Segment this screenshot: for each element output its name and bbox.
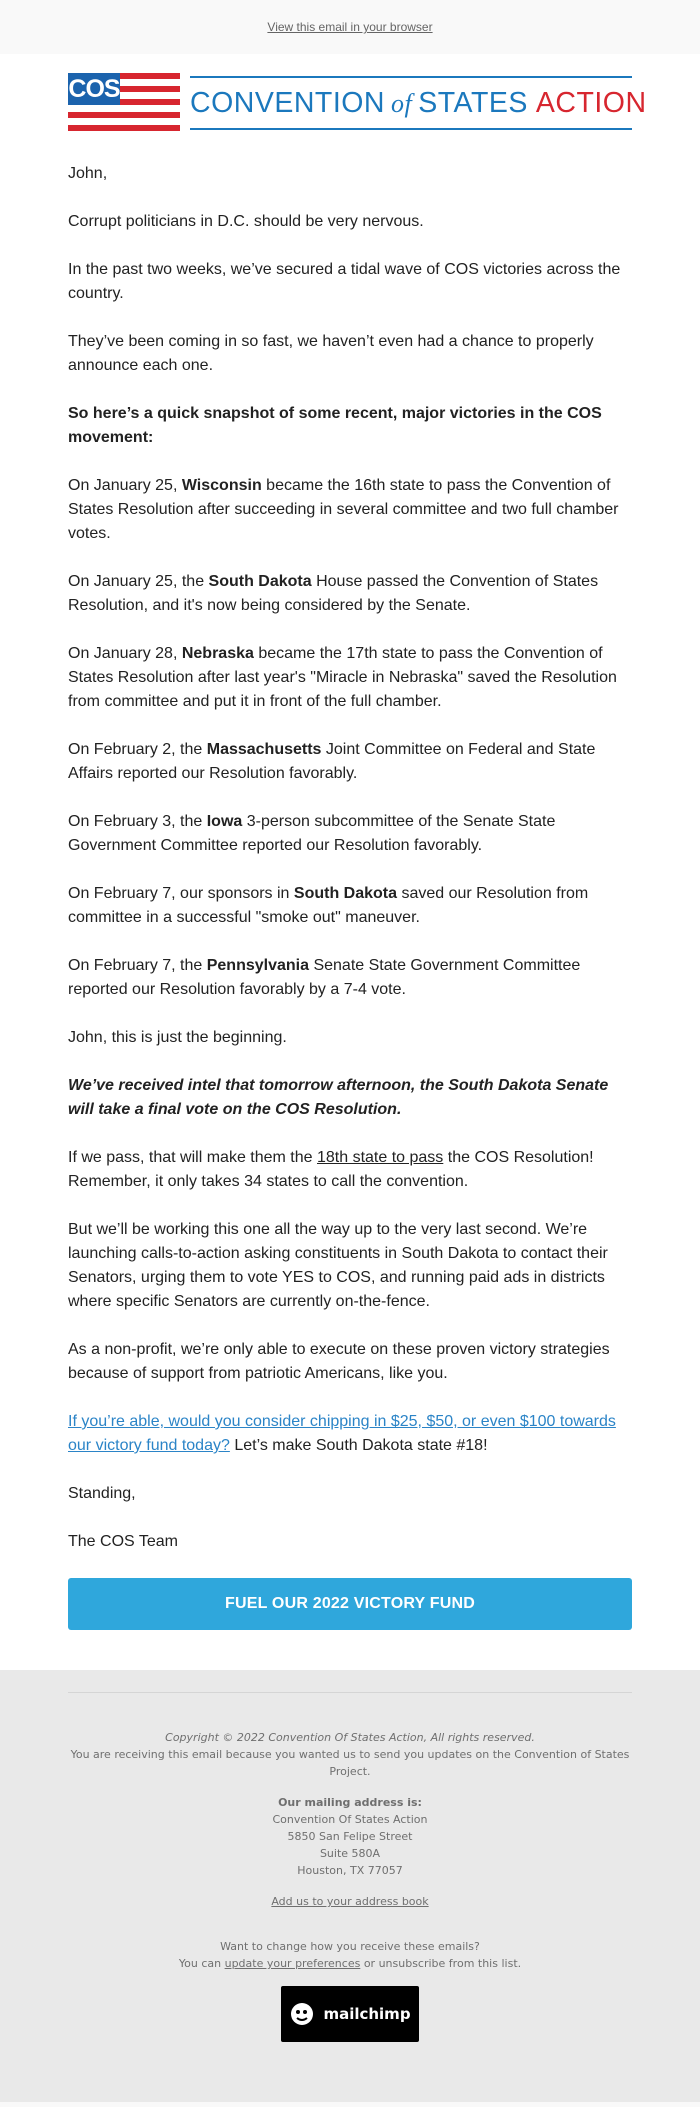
donate-link[interactable]: If you’re able, would you consider chipping in $25, $50, or even $100 towards our victory fund today? xyxy=(68,1413,616,1454)
copyright: Copyright © 2022 Convention Of States Action, All rights reserved. xyxy=(165,1731,535,1744)
flag-logo-icon xyxy=(68,73,180,131)
mailing-address-heading: Our mailing address is: xyxy=(278,1796,422,1809)
signature: The COS Team xyxy=(68,1533,178,1550)
logo-word-action: ACTION xyxy=(535,87,647,119)
logo-abbr: COS xyxy=(68,73,120,105)
view-in-browser-link[interactable]: View this email in your browser xyxy=(267,20,433,34)
state-name: South Dakota xyxy=(208,573,312,590)
state-name: Iowa xyxy=(206,813,243,830)
preheader xyxy=(0,0,700,54)
preferences-line: You can update your preferences or unsubscribe from this list. xyxy=(178,1957,522,1970)
logo-word-of: of xyxy=(391,89,413,118)
logo-word-convention: CONVENTION xyxy=(190,87,386,119)
snapshot-heading: So here’s a quick snapshot of some recent, major victories in the COS movement: xyxy=(68,405,602,446)
state-name: Massachusetts xyxy=(206,741,322,758)
mailchimp-badge[interactable] xyxy=(281,1986,419,2042)
state-name: South Dakota xyxy=(293,885,398,902)
address-line: Convention Of States Action xyxy=(272,1813,428,1826)
intel-paragraph: We’ve received intel that tomorrow afternoon, the South Dakota Senate will take a final vote on the COS Resolution. xyxy=(68,1077,609,1118)
paragraph: In the past two weeks, we’ve secured a tidal wave of COS victories across the country. xyxy=(68,261,621,302)
logo-wordmark xyxy=(190,73,647,131)
victory-item: On January 25, Wisconsin became the 16th state to pass the Convention of States Resolution after succeeding in several committee and two full chamber votes. xyxy=(68,477,619,542)
email-body xyxy=(0,54,700,1670)
18th-state-link[interactable]: 18th state to pass xyxy=(317,1149,444,1166)
state-name: Nebraska xyxy=(181,645,254,662)
footer-divider xyxy=(68,1692,632,1693)
footer xyxy=(0,1670,700,2102)
victory-item: On February 3, the Iowa 3-person subcommittee of the Senate State Government Committee reported our Resolution favorably. xyxy=(68,813,556,854)
signoff: Standing, xyxy=(68,1485,136,1502)
paragraph: They’ve been coming in so fast, we haven’t even had a chance to properly announce each one. xyxy=(68,333,594,374)
cos-action-logo[interactable] xyxy=(68,72,647,132)
add-address-book-link[interactable]: Add us to your address book xyxy=(271,1895,429,1908)
greeting: John, xyxy=(68,165,108,182)
change-prefs-question: Want to change how you receive these emails? xyxy=(220,1940,480,1953)
paragraph: If you’re able, would you consider chipping in $25, $50, or even $100 towards our victory fund today? Let’s make South Dakota state #18! xyxy=(68,1413,616,1454)
address-line: Houston, TX 77057 xyxy=(297,1864,403,1877)
paragraph: John, this is just the beginning. xyxy=(68,1029,287,1046)
state-name: Wisconsin xyxy=(181,477,262,494)
paragraph: As a non-profit, we’re only able to execute on these proven victory strategies because of support from patriotic Americans, like you. xyxy=(68,1341,610,1382)
victory-item: On February 7, our sponsors in South Dakota saved our Resolution from committee in a successful "smoke out" maneuver. xyxy=(68,885,589,926)
address-line: Suite 580A xyxy=(319,1847,381,1860)
logo-word-states: STATES xyxy=(418,87,528,119)
victory-fund-button[interactable]: FUEL OUR 2022 VICTORY FUND xyxy=(68,1578,632,1630)
victory-item: On February 7, the Pennsylvania Senate State Government Committee reported our Resolution favorably by a 7-4 vote. xyxy=(68,957,581,998)
update-preferences-link[interactable]: update your preferences xyxy=(224,1957,361,1970)
mailchimp-label: mailchimp xyxy=(323,2005,411,2023)
paragraph: If we pass, that will make them the 18th state to pass the COS Resolution! Remember, it only takes 34 states to call the convention. xyxy=(68,1149,594,1190)
victory-item: On February 2, the Massachusetts Joint Committee on Federal and State Affairs reported our Resolution favorably. xyxy=(68,741,596,782)
state-name: Pennsylvania xyxy=(206,957,310,974)
victory-item: On January 25, the South Dakota House passed the Convention of States Resolution, and it's now being considered by the Senate. xyxy=(68,573,599,614)
paragraph: But we’ll be working this one all the way up to the very last second. We’re launching calls-to-action asking constituents in South Dakota to contact their Senators, urging them to vote YES to COS, and running paid ads in districts where specific Senators are currently on-the-fence. xyxy=(68,1221,608,1310)
subscription-reason: You are receiving this email because you wanted us to send you updates on the Convention of States Project. xyxy=(70,1748,630,1778)
victory-item: On January 28, Nebraska became the 17th state to pass the Convention of States Resolution after last year's "Miracle in Nebraska" saved the Resolution from committee and put it in front of the full chamber. xyxy=(68,645,617,710)
paragraph: Corrupt politicians in D.C. should be very nervous. xyxy=(68,213,424,230)
mailchimp-icon xyxy=(289,2001,315,2027)
address-line: 5850 San Felipe Street xyxy=(287,1830,413,1843)
